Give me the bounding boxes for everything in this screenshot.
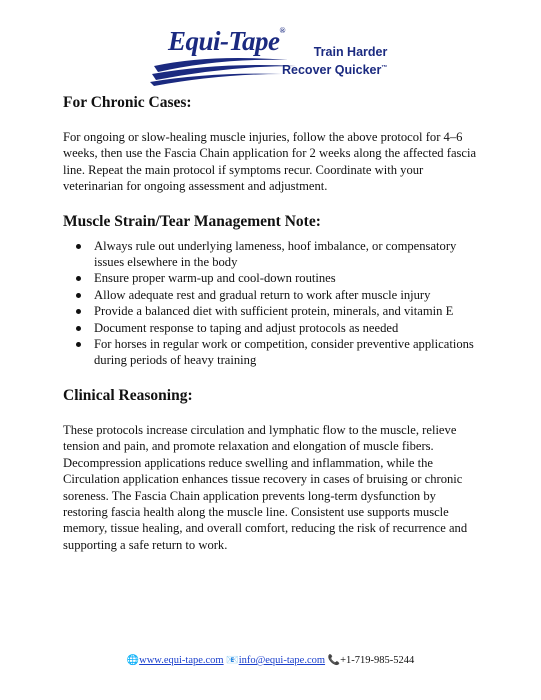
brand-header xyxy=(150,26,410,86)
list-item: For horses in regular work or competition, consider preventive applications during periods of heavy training xyxy=(63,336,483,369)
bullet-icon xyxy=(76,309,81,314)
list-item: Provide a balanced diet with sufficient protein, minerals, and vitamin E xyxy=(63,303,483,319)
tagline xyxy=(282,44,387,78)
email-link[interactable]: info@equi-tape.com xyxy=(238,655,326,666)
list-item: Document response to taping and adjust protocols as needed xyxy=(63,320,483,336)
chronic-cases-paragraph: For ongoing or slow-healing muscle injuries, follow the above protocol for 4–6 weeks, then use the Fascia Chain application for 2 weeks along the affected fascia line. Repeat the main protocol if symptoms recur. Coordinate with your veterinarian for ongoing assessment and adjustment. xyxy=(63,130,477,194)
bullet-icon xyxy=(76,276,81,281)
strain-note-list xyxy=(63,238,483,369)
logo-swoosh xyxy=(150,52,300,86)
globe-icon: 🌐 xyxy=(126,655,140,666)
list-item: Always rule out underlying lameness, hoof imbalance, or compensatory issues elsewhere in the body xyxy=(63,238,483,271)
phone-number: +1-719-985-5244 xyxy=(340,655,415,666)
contact-footer xyxy=(0,655,541,666)
clinical-reasoning-paragraph: These protocols increase circulation and lymphatic flow to the muscle, relieve tension and pain, and promote relaxation and elongation of muscle fibers. Decompression applications reduce swelling and inflammation, while the Circulation application enhances tissue recovery in cases of bruising or chronic soreness. The Fascia Chain application prevents long-term dysfunction by restoring fascia health along the muscle line. Consistent use supports muscle memory, tissue healing, and overall comfort, reducing the risk of recurrence and supporting a safe return to work. xyxy=(63,422,468,552)
email-icon: 📧 xyxy=(226,655,239,666)
chronic-cases-heading: For Chronic Cases: xyxy=(63,94,192,111)
bullet-icon xyxy=(76,244,81,249)
bullet-icon xyxy=(76,293,81,298)
document-body xyxy=(63,93,483,553)
clinical-reasoning-heading: Clinical Reasoning: xyxy=(63,386,193,404)
website-link[interactable]: www.equi-tape.com xyxy=(139,655,224,666)
tagline-line-1: Train Harder xyxy=(313,45,388,59)
tagline-line-2: Recover Quicker™ xyxy=(282,63,388,78)
equi-tape-logo: Equi-Tape® xyxy=(168,26,285,56)
bullet-icon xyxy=(76,342,81,347)
phone-icon: 📞 xyxy=(327,655,341,666)
list-item: Ensure proper warm-up and cool-down routines xyxy=(63,270,483,286)
bullet-icon xyxy=(76,326,81,331)
strain-note-heading: Muscle Strain/Tear Management Note: xyxy=(63,212,321,230)
list-item: Allow adequate rest and gradual return to work after muscle injury xyxy=(63,287,483,303)
